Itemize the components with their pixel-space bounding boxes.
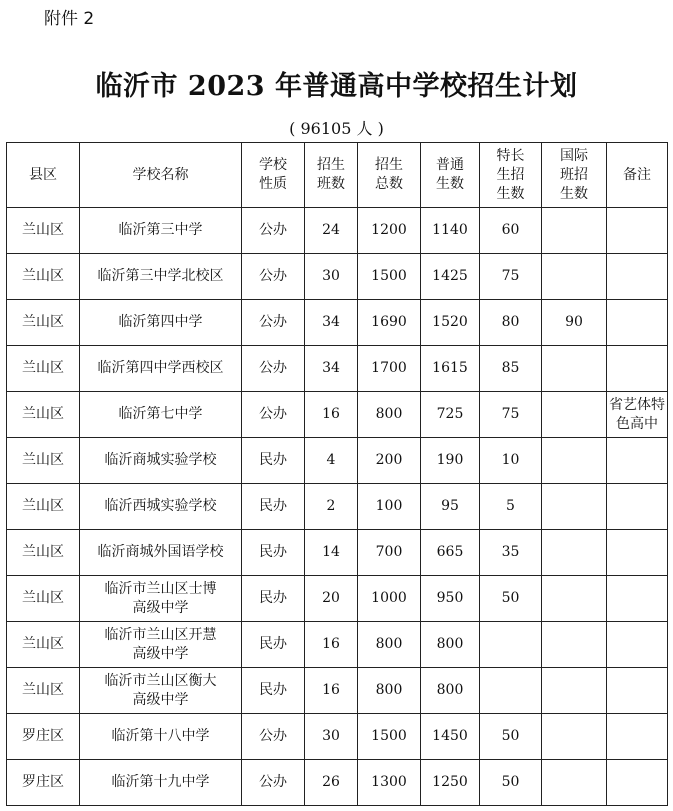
remarks-cell bbox=[607, 668, 668, 714]
classes-cell: 14 bbox=[305, 530, 358, 576]
school-name-cell: 临沂第三中学 bbox=[80, 208, 242, 254]
table-row bbox=[7, 346, 668, 392]
total-cell: 1000 bbox=[358, 576, 421, 622]
remarks-cell bbox=[607, 714, 668, 760]
school-nature-cell: 公办 bbox=[242, 208, 305, 254]
classes-cell: 2 bbox=[305, 484, 358, 530]
international-cell bbox=[542, 346, 607, 392]
table-row bbox=[7, 484, 668, 530]
table-row bbox=[7, 254, 668, 300]
regular-cell: 800 bbox=[421, 622, 480, 668]
school-nature-cell: 公办 bbox=[242, 300, 305, 346]
classes-cell: 16 bbox=[305, 622, 358, 668]
special-talent-cell bbox=[480, 668, 542, 714]
remarks-cell bbox=[607, 300, 668, 346]
table-row bbox=[7, 714, 668, 760]
remarks-cell bbox=[607, 254, 668, 300]
regular-cell: 190 bbox=[421, 438, 480, 484]
county-cell: 兰山区 bbox=[7, 668, 80, 714]
international-cell bbox=[542, 760, 607, 806]
table-row bbox=[7, 530, 668, 576]
school-nature-cell: 民办 bbox=[242, 622, 305, 668]
total-cell: 1690 bbox=[358, 300, 421, 346]
regular-cell: 1450 bbox=[421, 714, 480, 760]
header-regular: 普通 生数 bbox=[421, 143, 480, 208]
international-cell bbox=[542, 576, 607, 622]
international-cell bbox=[542, 254, 607, 300]
international-cell bbox=[542, 484, 607, 530]
header-international: 国际 班招 生数 bbox=[542, 143, 607, 208]
special-talent-cell: 85 bbox=[480, 346, 542, 392]
special-talent-cell: 50 bbox=[480, 576, 542, 622]
school-nature-cell: 民办 bbox=[242, 530, 305, 576]
special-talent-cell: 5 bbox=[480, 484, 542, 530]
table-row bbox=[7, 208, 668, 254]
school-nature-cell: 公办 bbox=[242, 760, 305, 806]
classes-cell: 34 bbox=[305, 346, 358, 392]
enrollment-plan-table bbox=[6, 142, 668, 806]
international-cell bbox=[542, 392, 607, 438]
header-classes: 招生 班数 bbox=[305, 143, 358, 208]
school-nature-cell: 公办 bbox=[242, 254, 305, 300]
school-name-cell: 临沂市兰山区士博 高级中学 bbox=[80, 576, 242, 622]
school-name-cell: 临沂第十九中学 bbox=[80, 760, 242, 806]
special-talent-cell: 50 bbox=[480, 714, 542, 760]
county-cell: 兰山区 bbox=[7, 392, 80, 438]
classes-cell: 16 bbox=[305, 668, 358, 714]
regular-cell: 1520 bbox=[421, 300, 480, 346]
county-cell: 兰山区 bbox=[7, 438, 80, 484]
regular-cell: 1615 bbox=[421, 346, 480, 392]
total-cell: 700 bbox=[358, 530, 421, 576]
table-row bbox=[7, 622, 668, 668]
special-talent-cell: 35 bbox=[480, 530, 542, 576]
school-name-cell: 临沂第四中学西校区 bbox=[80, 346, 242, 392]
international-cell bbox=[542, 208, 607, 254]
total-cell: 100 bbox=[358, 484, 421, 530]
header-school-name: 学校名称 bbox=[80, 143, 242, 208]
special-talent-cell: 60 bbox=[480, 208, 542, 254]
table-row bbox=[7, 438, 668, 484]
table-row bbox=[7, 760, 668, 806]
header-remarks: 备注 bbox=[607, 143, 668, 208]
remarks-cell bbox=[607, 208, 668, 254]
international-cell: 90 bbox=[542, 300, 607, 346]
school-name-cell: 临沂市兰山区衡大 高级中学 bbox=[80, 668, 242, 714]
international-cell bbox=[542, 668, 607, 714]
county-cell: 兰山区 bbox=[7, 530, 80, 576]
international-cell bbox=[542, 530, 607, 576]
table-row bbox=[7, 576, 668, 622]
document-title: 临沂市 2023 年普通高中学校招生计划 bbox=[95, 71, 578, 102]
school-name-cell: 临沂第七中学 bbox=[80, 392, 242, 438]
county-cell: 兰山区 bbox=[7, 484, 80, 530]
international-cell bbox=[542, 714, 607, 760]
remarks-cell bbox=[607, 760, 668, 806]
classes-cell: 24 bbox=[305, 208, 358, 254]
total-cell: 800 bbox=[358, 668, 421, 714]
remarks-cell: 省艺体特 色高中 bbox=[607, 392, 668, 438]
attachment-label: 附件 2 bbox=[44, 9, 95, 29]
document-subtitle: ( 96105 人 ) bbox=[289, 119, 384, 138]
table-row bbox=[7, 668, 668, 714]
remarks-cell bbox=[607, 438, 668, 484]
county-cell: 兰山区 bbox=[7, 346, 80, 392]
table-header-row bbox=[7, 143, 668, 208]
remarks-cell bbox=[607, 530, 668, 576]
header-special-talent: 特长 生招 生数 bbox=[480, 143, 542, 208]
school-name-cell: 临沂第十八中学 bbox=[80, 714, 242, 760]
regular-cell: 1140 bbox=[421, 208, 480, 254]
regular-cell: 725 bbox=[421, 392, 480, 438]
school-name-cell: 临沂商城实验学校 bbox=[80, 438, 242, 484]
county-cell: 兰山区 bbox=[7, 576, 80, 622]
table-row bbox=[7, 300, 668, 346]
remarks-cell bbox=[607, 346, 668, 392]
total-cell: 1500 bbox=[358, 254, 421, 300]
total-cell: 1700 bbox=[358, 346, 421, 392]
classes-cell: 30 bbox=[305, 254, 358, 300]
remarks-cell bbox=[607, 576, 668, 622]
total-cell: 1200 bbox=[358, 208, 421, 254]
classes-cell: 16 bbox=[305, 392, 358, 438]
county-cell: 罗庄区 bbox=[7, 714, 80, 760]
special-talent-cell bbox=[480, 622, 542, 668]
total-cell: 800 bbox=[358, 392, 421, 438]
special-talent-cell: 50 bbox=[480, 760, 542, 806]
header-school-nature: 学校 性质 bbox=[242, 143, 305, 208]
special-talent-cell: 10 bbox=[480, 438, 542, 484]
county-cell: 罗庄区 bbox=[7, 760, 80, 806]
remarks-cell bbox=[607, 484, 668, 530]
school-name-cell: 临沂市兰山区开慧 高级中学 bbox=[80, 622, 242, 668]
special-talent-cell: 75 bbox=[480, 254, 542, 300]
header-county: 县区 bbox=[7, 143, 80, 208]
special-talent-cell: 75 bbox=[480, 392, 542, 438]
remarks-cell bbox=[607, 622, 668, 668]
regular-cell: 1425 bbox=[421, 254, 480, 300]
regular-cell: 950 bbox=[421, 576, 480, 622]
special-talent-cell: 80 bbox=[480, 300, 542, 346]
regular-cell: 800 bbox=[421, 668, 480, 714]
total-cell: 800 bbox=[358, 622, 421, 668]
school-nature-cell: 公办 bbox=[242, 346, 305, 392]
school-nature-cell: 公办 bbox=[242, 714, 305, 760]
total-cell: 1300 bbox=[358, 760, 421, 806]
school-nature-cell: 民办 bbox=[242, 668, 305, 714]
international-cell bbox=[542, 622, 607, 668]
regular-cell: 665 bbox=[421, 530, 480, 576]
county-cell: 兰山区 bbox=[7, 300, 80, 346]
school-nature-cell: 民办 bbox=[242, 438, 305, 484]
school-name-cell: 临沂西城实验学校 bbox=[80, 484, 242, 530]
school-name-cell: 临沂商城外国语学校 bbox=[80, 530, 242, 576]
total-cell: 200 bbox=[358, 438, 421, 484]
school-nature-cell: 民办 bbox=[242, 576, 305, 622]
total-cell: 1500 bbox=[358, 714, 421, 760]
classes-cell: 26 bbox=[305, 760, 358, 806]
regular-cell: 95 bbox=[421, 484, 480, 530]
classes-cell: 30 bbox=[305, 714, 358, 760]
county-cell: 兰山区 bbox=[7, 208, 80, 254]
school-nature-cell: 公办 bbox=[242, 392, 305, 438]
county-cell: 兰山区 bbox=[7, 622, 80, 668]
header-total: 招生 总数 bbox=[358, 143, 421, 208]
table-row bbox=[7, 392, 668, 438]
classes-cell: 20 bbox=[305, 576, 358, 622]
school-name-cell: 临沂第三中学北校区 bbox=[80, 254, 242, 300]
school-name-cell: 临沂第四中学 bbox=[80, 300, 242, 346]
school-nature-cell: 民办 bbox=[242, 484, 305, 530]
classes-cell: 34 bbox=[305, 300, 358, 346]
county-cell: 兰山区 bbox=[7, 254, 80, 300]
classes-cell: 4 bbox=[305, 438, 358, 484]
international-cell bbox=[542, 438, 607, 484]
regular-cell: 1250 bbox=[421, 760, 480, 806]
